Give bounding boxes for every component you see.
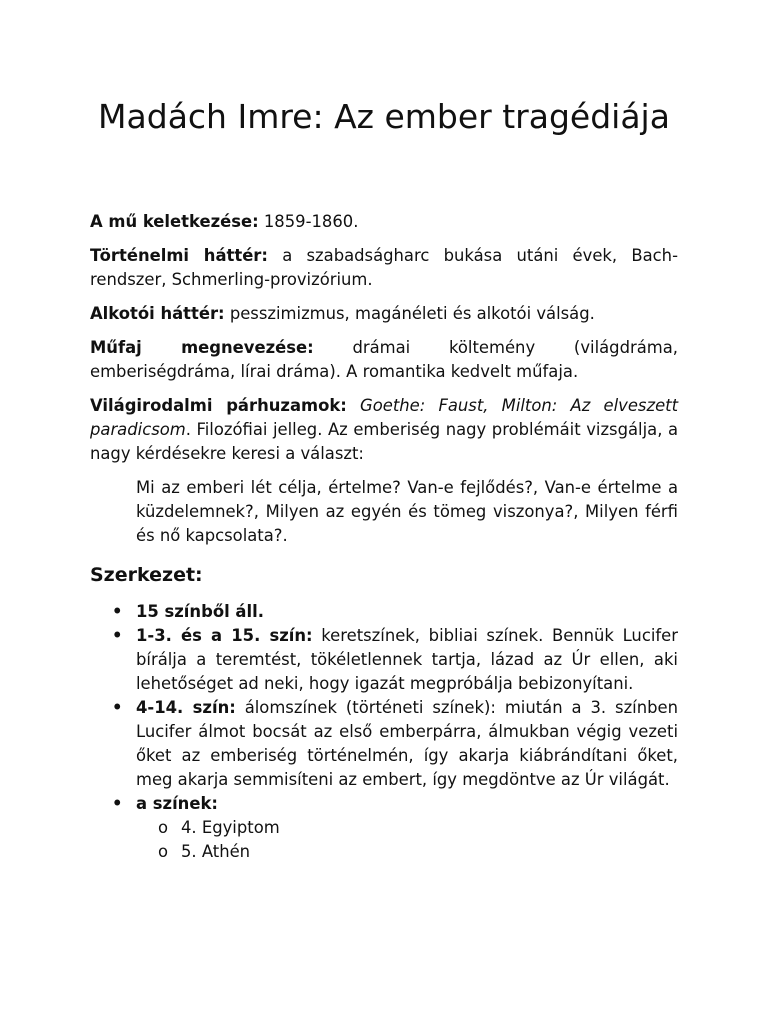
list-item-text: álomszínek (történeti színek): miután a 3. színben Lucifer álmot bocsát az első emberpárra, álmukban végig vezeti őket az emberiség történelmén, így akarja kiábrándítani őket, meg akarja semmisíteni az embert, így megdöntve az Úr világát. <box>136 698 678 789</box>
paragraph-vilagirodalmi <box>90 394 678 466</box>
structure-list <box>90 600 678 864</box>
sublist-item: o 5. Athén <box>136 840 678 864</box>
page-title: Madách Imre: Az ember tragédiája <box>98 97 670 136</box>
italic-works: Goethe: Faust, Milton: Az elveszett paradicsom <box>90 396 679 439</box>
paragraph-keletkezes <box>90 210 678 234</box>
label-vilagirodalmi: Világirodalmi párhuzamok: <box>90 396 347 415</box>
list-item <box>90 696 678 792</box>
list-item-text: keretszínek, bibliai színek. Bennük Lucifer bírálja a teremtést, tökéletlennek tartja, lázad az Úr ellen, aki lehetőséget ad neki, hogy igazát megpróbálja bebizonyítani. <box>136 626 678 693</box>
section-heading-szerkezet: Szerkezet: <box>90 564 203 586</box>
list-item-label: 1-3. és a 15. szín: <box>136 626 313 645</box>
label-alkotoi: Alkotói háttér: <box>90 304 225 323</box>
list-item-label: 4-14. szín: <box>136 698 236 717</box>
list-item-label: 15 színből áll. <box>136 602 264 621</box>
document-body <box>90 210 678 864</box>
list-item <box>90 600 678 624</box>
questions-quote: Mi az emberi lét célja, értelme? Van-e fejlődés?, Van-e értelme a küzdelemnek?, Milyen az egyén és tömeg viszonya?, Milyen férfi és nő kapcsolata?. <box>136 478 678 545</box>
label-mufaj: Műfaj megnevezése: <box>90 338 314 357</box>
label-tortenelmi: Történelmi háttér: <box>90 246 268 265</box>
text-mufaj: drámai költemény (világdráma, emberiségdráma, lírai dráma). A romantika kedvelt műfaja. <box>90 338 678 381</box>
text-keletkezes: 1859-1860. <box>258 212 359 231</box>
text-tortenelmi: a szabadságharc bukása utáni évek, Bach-rendszer, Schmerling-provizórium. <box>90 246 678 289</box>
paragraph-tortenelmi <box>90 244 678 292</box>
sublist-item: o 4. Egyiptom <box>136 816 678 840</box>
paragraph-alkotoi <box>90 302 678 326</box>
list-item-label: a színek: <box>136 794 218 813</box>
text-vilagirodalmi: . Filozófiai jelleg. Az emberiség nagy problémáit vizsgálja, a nagy kérdésekre keresi a választ: <box>90 420 678 463</box>
label-keletkezes: A mű keletkezése: <box>90 212 259 231</box>
paragraph-mufaj <box>90 336 678 384</box>
list-item <box>90 624 678 696</box>
scenes-sublist <box>136 816 678 864</box>
text-alkotoi: pesszimizmus, magánéleti és alkotói válság. <box>224 304 595 323</box>
list-item <box>90 792 678 864</box>
